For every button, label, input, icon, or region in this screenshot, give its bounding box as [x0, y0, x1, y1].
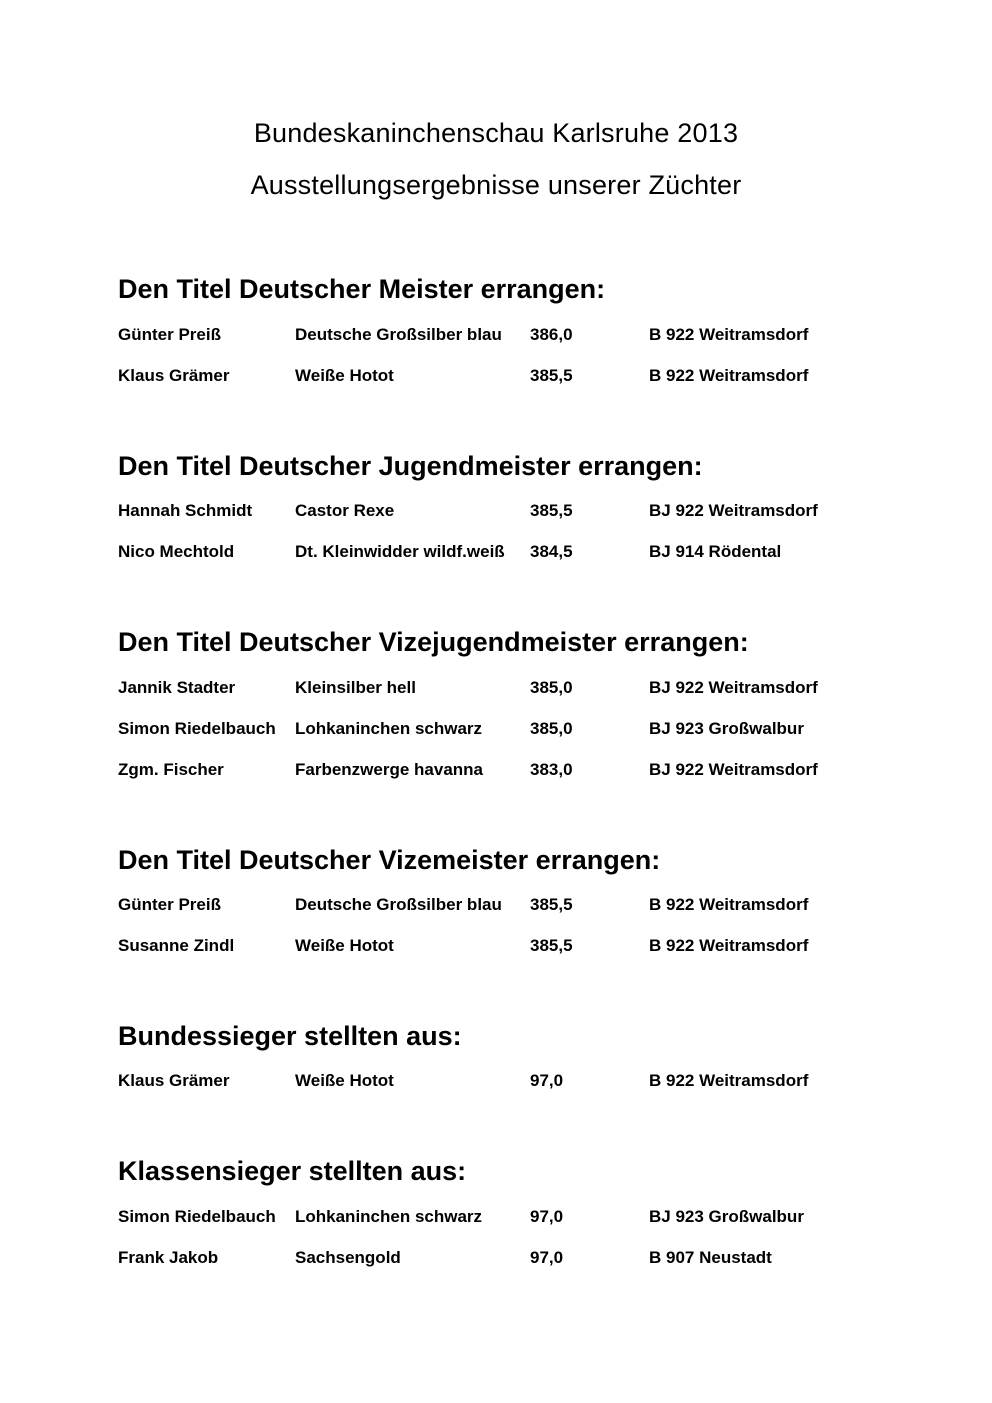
breed: Dt. Kleinwidder wildf.weiß [295, 542, 505, 561]
score: 385,5 [530, 895, 573, 914]
score: 385,0 [530, 678, 573, 697]
breeder-name: Susanne Zindl [118, 936, 235, 955]
breed: Castor Rexe [295, 501, 395, 520]
score: 97,0 [530, 1207, 564, 1226]
score: 97,0 [530, 1071, 564, 1090]
club: B 922 Weitramsdorf [649, 325, 809, 344]
breeder-name: Günter Preiß [118, 895, 221, 914]
document-title: Bundeskaninchenschau Karlsruhe 2013 [253, 118, 739, 148]
score: 97,0 [530, 1248, 564, 1267]
score: 383,0 [530, 760, 573, 779]
result-row [0, 1207, 992, 1229]
club: B 922 Weitramsdorf [649, 1071, 809, 1090]
breed: Weiße Hotot [295, 366, 394, 385]
score: 385,5 [530, 936, 573, 955]
breed: Sachsengold [295, 1248, 401, 1267]
club: BJ 923 Großwalbur [649, 719, 804, 738]
score: 385,0 [530, 719, 573, 738]
breeder-name: Günter Preiß [118, 325, 221, 344]
score: 384,5 [530, 542, 573, 561]
result-row [0, 366, 992, 388]
club: B 922 Weitramsdorf [649, 895, 809, 914]
breeder-name: Frank Jakob [118, 1248, 219, 1267]
breeder-name: Simon Riedelbauch [118, 719, 276, 738]
club: BJ 923 Großwalbur [649, 1207, 804, 1226]
result-row [0, 719, 992, 741]
result-row [0, 760, 992, 782]
club: BJ 914 Rödental [649, 542, 782, 561]
score: 385,5 [530, 501, 573, 520]
breed: Deutsche Großsilber blau [295, 895, 502, 914]
result-row [0, 1248, 992, 1270]
score: 385,5 [530, 366, 573, 385]
breed: Lohkaninchen schwarz [295, 719, 483, 738]
result-row [0, 936, 992, 958]
club: BJ 922 Weitramsdorf [649, 760, 818, 779]
score: 386,0 [530, 325, 573, 344]
section-heading: Den Titel Deutscher Vizemeister errangen: [118, 845, 661, 875]
section-heading: Den Titel Deutscher Meister errangen: [118, 274, 606, 304]
breed: Kleinsilber hell [295, 678, 416, 697]
breeder-name: Nico Mechtold [118, 542, 235, 561]
section-heading: Klassensieger stellten aus: [118, 1156, 467, 1186]
club: BJ 922 Weitramsdorf [649, 678, 818, 697]
breed: Deutsche Großsilber blau [295, 325, 502, 344]
breeder-name: Simon Riedelbauch [118, 1207, 276, 1226]
breed: Farbenzwerge havanna [295, 760, 484, 779]
document-subtitle: Ausstellungsergebnisse unserer Züchter [250, 170, 742, 200]
club: B 922 Weitramsdorf [649, 936, 809, 955]
breed: Lohkaninchen schwarz [295, 1207, 483, 1226]
club: BJ 922 Weitramsdorf [649, 501, 818, 520]
breeder-name: Klaus Grämer [118, 1071, 230, 1090]
result-row [0, 1071, 992, 1093]
breed: Weiße Hotot [295, 1071, 394, 1090]
club: B 907 Neustadt [649, 1248, 772, 1267]
result-row [0, 501, 992, 523]
breeder-name: Zgm. Fischer [118, 760, 224, 779]
result-row [0, 895, 992, 917]
section-heading: Bundessieger stellten aus: [118, 1021, 462, 1051]
result-row [0, 325, 992, 347]
result-row [0, 542, 992, 564]
breed: Weiße Hotot [295, 936, 394, 955]
result-row [0, 678, 992, 700]
breeder-name: Jannik Stadter [118, 678, 236, 697]
breeder-name: Hannah Schmidt [118, 501, 253, 520]
section-heading: Den Titel Deutscher Vizejugendmeister errangen: [118, 627, 749, 657]
section-heading: Den Titel Deutscher Jugendmeister errangen: [118, 451, 703, 481]
breeder-name: Klaus Grämer [118, 366, 230, 385]
club: B 922 Weitramsdorf [649, 366, 809, 385]
